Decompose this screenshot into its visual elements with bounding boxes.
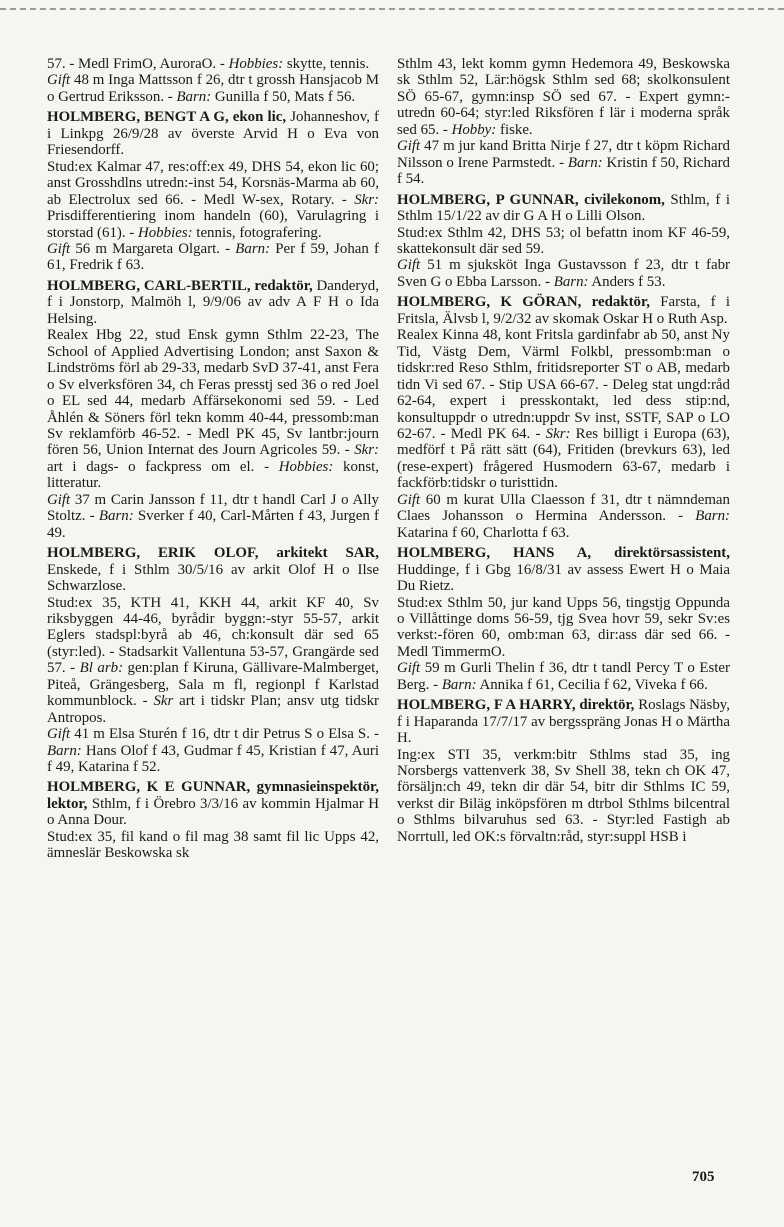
entry-keyword: Barn:	[695, 508, 730, 525]
entry-text: tennis, fotografering.	[192, 224, 322, 241]
entry-text: Danderyd, f i Jonstorp, Malmöh l, 9/9/06 av adv A F H o Ida Helsing.	[47, 277, 379, 327]
entry-text: Sthlm 43, lekt komm gymn Hedemora 49, Beskowska sk Sthlm 52, Lär:högsk Sthlm sed 68; skolkonsulent SÖ 65-67, gymn:insp SÖ sed 67. - Expert gymn:-utredn 60-64; styr:led Riksfören f lär i moderna språk sed 65. -	[397, 56, 730, 138]
page-top-border	[0, 8, 784, 10]
entry-heading: HOLMBERG, K E GUNNAR, gymnasieinspektör, lektor,	[47, 779, 379, 812]
entry-heading: HOLMBERG, HANS A, direktörsassistent,	[397, 545, 730, 562]
entry-text: 51 m sjuksköt Inga Gustavsson f 23, dtr t fabr Sven G o Ebba Larsson. -	[397, 257, 730, 290]
entry-heading: HOLMBERG, F A HARRY, direktör,	[397, 697, 635, 714]
entry-text: 60 m kurat Ulla Claesson f 31, dtr t nämndeman Claes Johansson o Hermina Andersson. -	[397, 491, 730, 525]
entry-text: 59 m Gurli Thelin f 36, dtr t tandl Percy T o Ester Berg. -	[397, 660, 730, 693]
biography-entry	[397, 56, 730, 188]
entry-paragraph	[397, 660, 730, 693]
entry-keyword: Hobbies:	[278, 458, 334, 475]
entry-text: Stud:ex 35, KTH 41, KKH 44, arkit KF 40, Sv riksbyggen 44-46, byrådir byggn:-styr 55-57, arkit Eglers stadspl:byrå ab 46, ch:konsult där sed 65 (styr:led). - Stadsarkit Vallentuna 53-57, Grangärde sed 57. -	[47, 594, 379, 677]
entry-text: gen:plan f Kiruna, Gällivare-Malmberget, Piteå, Grängesberg, Sala m fl, regionpl f Karlstad kommunblock. -	[47, 660, 379, 710]
entry-text: Roslags Näsby, f i Haparanda 17/7/17 av bergsspräng Jonas H o Märtha H.	[397, 697, 730, 747]
entry-paragraph	[47, 109, 379, 158]
right-column	[397, 56, 730, 845]
biography-entry	[397, 545, 730, 693]
entry-text: art i dags- o fackpress om el. -	[47, 458, 279, 475]
entry-text: 47 m jur kand Britta Nirje f 27, dtr t köpm Richard Nilsson o Irene Parmstedt. -	[397, 138, 730, 171]
entry-text: Farsta, f i Fritsla, Älvsb l, 9/2/32 av skomak Oskar H o Ruth Asp.	[397, 294, 730, 327]
entry-paragraph	[47, 829, 379, 862]
entry-text: Sverker f 40, Carl-Mårten f 43, Jurgen f 49.	[47, 508, 379, 541]
biography-entry	[47, 278, 379, 541]
entry-text: fiske.	[496, 121, 533, 138]
entry-text: 56 m Margareta Olgart. -	[70, 240, 236, 257]
entry-paragraph	[397, 192, 730, 225]
entry-paragraph	[397, 56, 730, 138]
entry-text: Stud:ex Sthlm 42, DHS 53; ol befattn inom KF 46-59, skattekonsult där sed 59.	[397, 224, 730, 257]
entry-paragraph	[47, 726, 379, 775]
entry-text: Katarina f 60, Charlotta f 63.	[397, 524, 570, 541]
entry-keyword: Gift	[47, 726, 71, 743]
entry-paragraph	[397, 697, 730, 746]
entry-paragraph	[47, 327, 379, 492]
entry-paragraph	[397, 492, 730, 541]
entry-keyword: Gift	[397, 660, 421, 677]
biography-entry	[47, 109, 379, 274]
entry-text: Sthlm, f i Örebro 3/3/16 av kommin Hjalmar H o Anna Dour.	[47, 795, 379, 829]
entry-paragraph	[47, 492, 379, 541]
entry-keyword: Bl arb:	[79, 660, 124, 677]
biography-entry	[397, 697, 730, 845]
entry-text: Sthlm, f i Sthlm 15/1/22 av dir G A H o Lilli Olson.	[397, 191, 730, 225]
entry-paragraph	[397, 747, 730, 846]
entry-text: 41 m Elsa Sturén f 16, dtr t dir Petrus S o Elsa S. -	[70, 726, 379, 743]
entry-keyword: Skr:	[354, 442, 379, 459]
entry-heading: HOLMBERG, ERIK OLOF, arkitekt SAR,	[47, 545, 379, 562]
entry-paragraph	[47, 779, 379, 828]
entry-keyword: Skr	[153, 693, 174, 710]
entry-keyword: Gift	[47, 240, 71, 257]
entry-keyword: Gift	[397, 257, 421, 274]
entry-text: Stud:ex Kalmar 47, res:off:ex 49, DHS 54, ekon lic 60; anst Grosshdlns utredn:-inst 54, Korsnäs-Marma ab 60, ab Electrolux sed 66. - Medl W-sex, Rotary. -	[47, 158, 379, 208]
biography-entry	[47, 779, 379, 861]
entry-text: Anders f 53.	[588, 273, 666, 290]
entry-keyword: Barn:	[98, 508, 134, 525]
entry-paragraph	[47, 72, 379, 105]
page-number: 705	[692, 1169, 715, 1185]
entry-text: art i tidskr Plan; ansv utg tidskr Antropos.	[47, 693, 380, 726]
entry-text: Annika f 61, Cecilia f 62, Viveka f 66.	[476, 676, 708, 693]
entry-keyword: Barn:	[553, 273, 589, 290]
entry-text: Ing:ex STI 35, verkm:bitr Sthlms stad 35, ing Norsbergs vattenverk 38, Sv Shell 38, tekn ch OK 47, försäljn:ch 49, tekn dir där 54, bitr dir Sthlms IC 59, verkst dir Biläg inköpsfören m dtrbol Sthlms bilcentral o Sthlms bilvaruhus sed 63. - Styr:led Fastigh ab Norrtull, led OK:s förvaltn:råd, styr:suppl HSB i	[397, 746, 730, 845]
entry-text: Huddinge, f i Gbg 16/8/31 av assess Ewert H o Maia Du Rietz.	[397, 561, 730, 595]
entry-heading: HOLMBERG, P GUNNAR, civilekonom,	[397, 191, 665, 208]
entry-paragraph	[397, 545, 730, 594]
biography-entry	[397, 192, 730, 291]
biography-entry	[47, 545, 379, 775]
entry-text: 57. - Medl FrimO, AuroraO. -	[47, 56, 229, 72]
biography-entry	[47, 56, 379, 105]
entry-heading: HOLMBERG, BENGT A G, ekon lic,	[47, 109, 287, 126]
entry-keyword: Gift	[397, 138, 421, 155]
entry-keyword: Barn:	[441, 676, 477, 693]
entry-heading: HOLMBERG, K GÖRAN, redaktör,	[397, 294, 650, 311]
entry-text: Realex Kinna 48, kont Fritsla gardinfabr ab 50, anst Ny Tid, Västg Dem, Värml Folkbl, pressomb:man o tidskr:red Reso Sthlm, fritidsreporter ST o AB, medarb tidn Vi sed 67. - Stip USA 66-67. - Deleg stat ungd:råd 62-64, expert i presskontakt, led dess stip:nd, konsultuppdr o utredn:uppdr Sv inst, SSTF, SAP o LO 62-67. - Medl PK 64. -	[397, 327, 730, 442]
entry-text: 37 m Carin Jansson f 11, dtr t handl Carl J o Ally Stoltz. -	[47, 491, 379, 525]
entry-text: 48 m Inga Mattsson f 26, dtr t grossh Hansjacob M o Gertrud Eriksson. -	[47, 72, 379, 105]
entry-keyword: Gift	[47, 72, 71, 89]
entry-text: skytte, tennis.	[283, 56, 370, 72]
entry-keyword: Gift	[397, 491, 421, 508]
entry-paragraph	[47, 278, 379, 327]
entry-text: Hans Olof f 43, Gudmar f 45, Kristian f 47, Auri f 49, Katarina f 52.	[47, 742, 379, 776]
entry-keyword: Gift	[47, 491, 71, 508]
left-column	[47, 56, 379, 862]
entry-text: Res billigt i Europa (63), medförf t På rätt sätt (64), Fritiden (brevkurs 63), led (rese-expert) frågered Husmodern 63-67, medarb i fackförb:tidskr o turisttidn.	[397, 425, 731, 492]
entry-paragraph	[47, 545, 379, 594]
entry-paragraph	[47, 595, 379, 727]
entry-text: Enskede, f i Sthlm 30/5/16 av arkit Olof H o Ilse Schwarzlose.	[47, 561, 379, 595]
entry-paragraph	[47, 241, 379, 274]
entry-keyword: Barn:	[176, 88, 212, 105]
entry-paragraph	[397, 327, 730, 492]
entry-text: Prisdifferentiering inom handeln (60), Varulagring i storstad (61). -	[47, 208, 379, 241]
entry-paragraph	[397, 257, 730, 290]
entry-keyword: Skr:	[545, 425, 571, 442]
entry-heading: HOLMBERG, CARL-BERTIL, redaktör,	[47, 277, 313, 294]
entry-paragraph	[397, 294, 730, 327]
entry-paragraph	[397, 595, 730, 661]
entry-paragraph	[397, 225, 730, 258]
entry-keyword: Skr:	[354, 191, 379, 208]
entry-text: Per f 59, Johan f 61, Fredrik f 63.	[47, 240, 379, 274]
entry-text: Kristin f 50, Richard f 54.	[397, 154, 730, 188]
entry-text: Stud:ex Sthlm 50, jur kand Upps 56, tingstjg Oppunda o Villåttinge doms 56-59, tjg Svea hovr 59, sekr Sv:es verkst:-fören 60, omb:man 63, dir:ass där sed 66. - Medl TimmermO.	[397, 594, 730, 660]
entry-text: Realex Hbg 22, stud Ensk gymn Sthlm 22-23, The School of Applied Advertising London; anst Saxon & Lindströms förl ab 29-33, medarb SvD 37-41, anst Fera o Sv elverksfören 34, ch Feras presstj sed 36 o red Joel o EL sed 44, medarb Affärsekonomi sed 59. - Led Åhlén & Söners förl tekn komm 40-44, pressomb:man Sv reklamförb 46-52. - Medl PK 45, Sv lantbr:journ fören 56, Union Internat des Journ Agricoles 59. -	[47, 327, 379, 459]
entry-text: Stud:ex 35, fil kand o fil mag 38 samt fil lic Upps 42, ämneslär Beskowska sk	[47, 828, 379, 862]
entry-keyword: Hobbies:	[137, 224, 193, 241]
entry-text: konst, litteratur.	[47, 458, 379, 492]
entry-keyword: Hobby:	[451, 121, 497, 138]
entry-paragraph	[47, 56, 379, 72]
entry-paragraph	[47, 159, 379, 241]
entry-keyword: Barn:	[47, 742, 82, 759]
entry-keyword: Hobbies:	[228, 56, 284, 72]
entry-keyword: Barn:	[567, 154, 603, 171]
biography-entry	[397, 294, 730, 541]
entry-text: Johanneshov, f i Linkpg 26/9/28 av överste Arvid H o Eva von Friesendorff.	[47, 109, 380, 159]
entry-keyword: Barn:	[235, 240, 271, 257]
entry-text: Gunilla f 50, Mats f 56.	[211, 88, 356, 105]
entry-paragraph	[397, 138, 730, 187]
